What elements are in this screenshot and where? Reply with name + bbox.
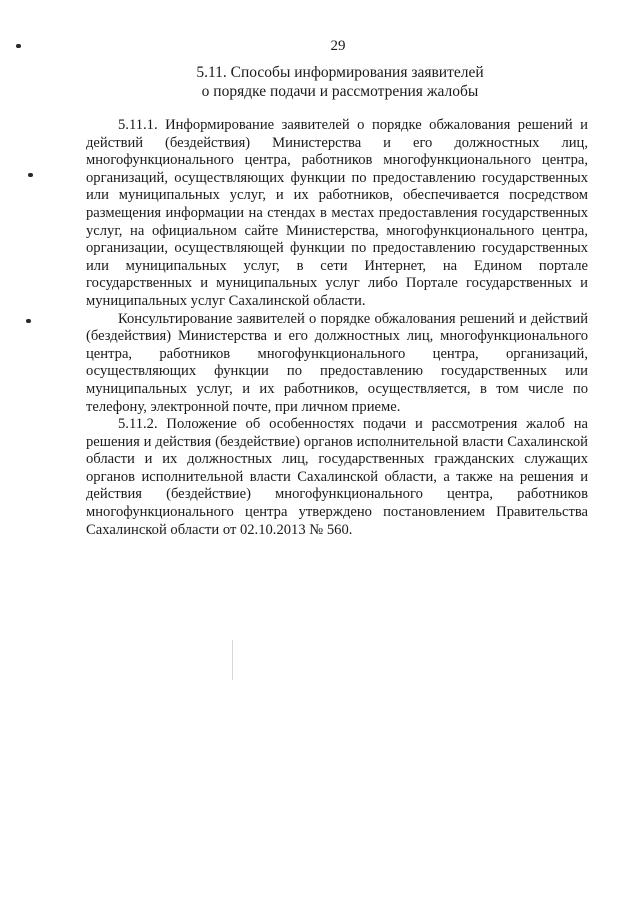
scan-artifact-line (232, 640, 233, 680)
paragraph-5-11-2: 5.11.2. Положение об особенностях подачи и рассмотрения жалоб на решения и действия (бездействие) органов исполнительной власти Сахалинской области и их должностных лиц, государственных гражданских служащих органов исполнительной власти Сахалинской области, а также на решения и действия (бездействие) многофункционального центра, работников многофункционального центра утверждено постановлением Правительства Сахалинской области от 02.10.2013 № 560. (86, 416, 588, 538)
paragraph-5-11-1: 5.11.1. Информирование заявителей о порядке обжалования решений и действий (бездействия) Министерства и его должностных лиц, многофункционального центра, работников многофункционального центра, организаций, осуществляющих функции по предоставлению государственных или муниципальных услуг, и их работников, обеспечивается посредством размещения информации на стендах в местах предоставления государственных услуг, на официальном сайте Министерства, многофункционального центра, организации, осуществляющей функции по предоставлению государственных или муниципальных услуг, в сети Интернет, на Едином портале государственных и муниципальных услуг либо Портале государственных и муниципальных услуг Сахалинской области. (86, 117, 588, 309)
section-heading-line-2: о порядке подачи и рассмотрения жалобы (201, 83, 479, 100)
paragraph-consulting: Консультирование заявителей о порядке обжалования решений и действий (бездействия) Министерства и его должностных лиц, многофункционального центра, работников многофункционального центра, организаций, осуществляющих функции по предоставлению государственных или муниципальных услуг, и их работников, осуществляется, в том числе по телефону, электронной почте, при личном приеме. (86, 310, 588, 415)
section-heading-line-1: 5.11. Способы информирования заявителей (196, 64, 484, 81)
scan-mark-lower (26, 319, 31, 323)
page-number: 29 (330, 38, 346, 54)
body-text (86, 117, 588, 539)
section-heading (120, 63, 560, 101)
scan-mark-middle (28, 173, 33, 177)
